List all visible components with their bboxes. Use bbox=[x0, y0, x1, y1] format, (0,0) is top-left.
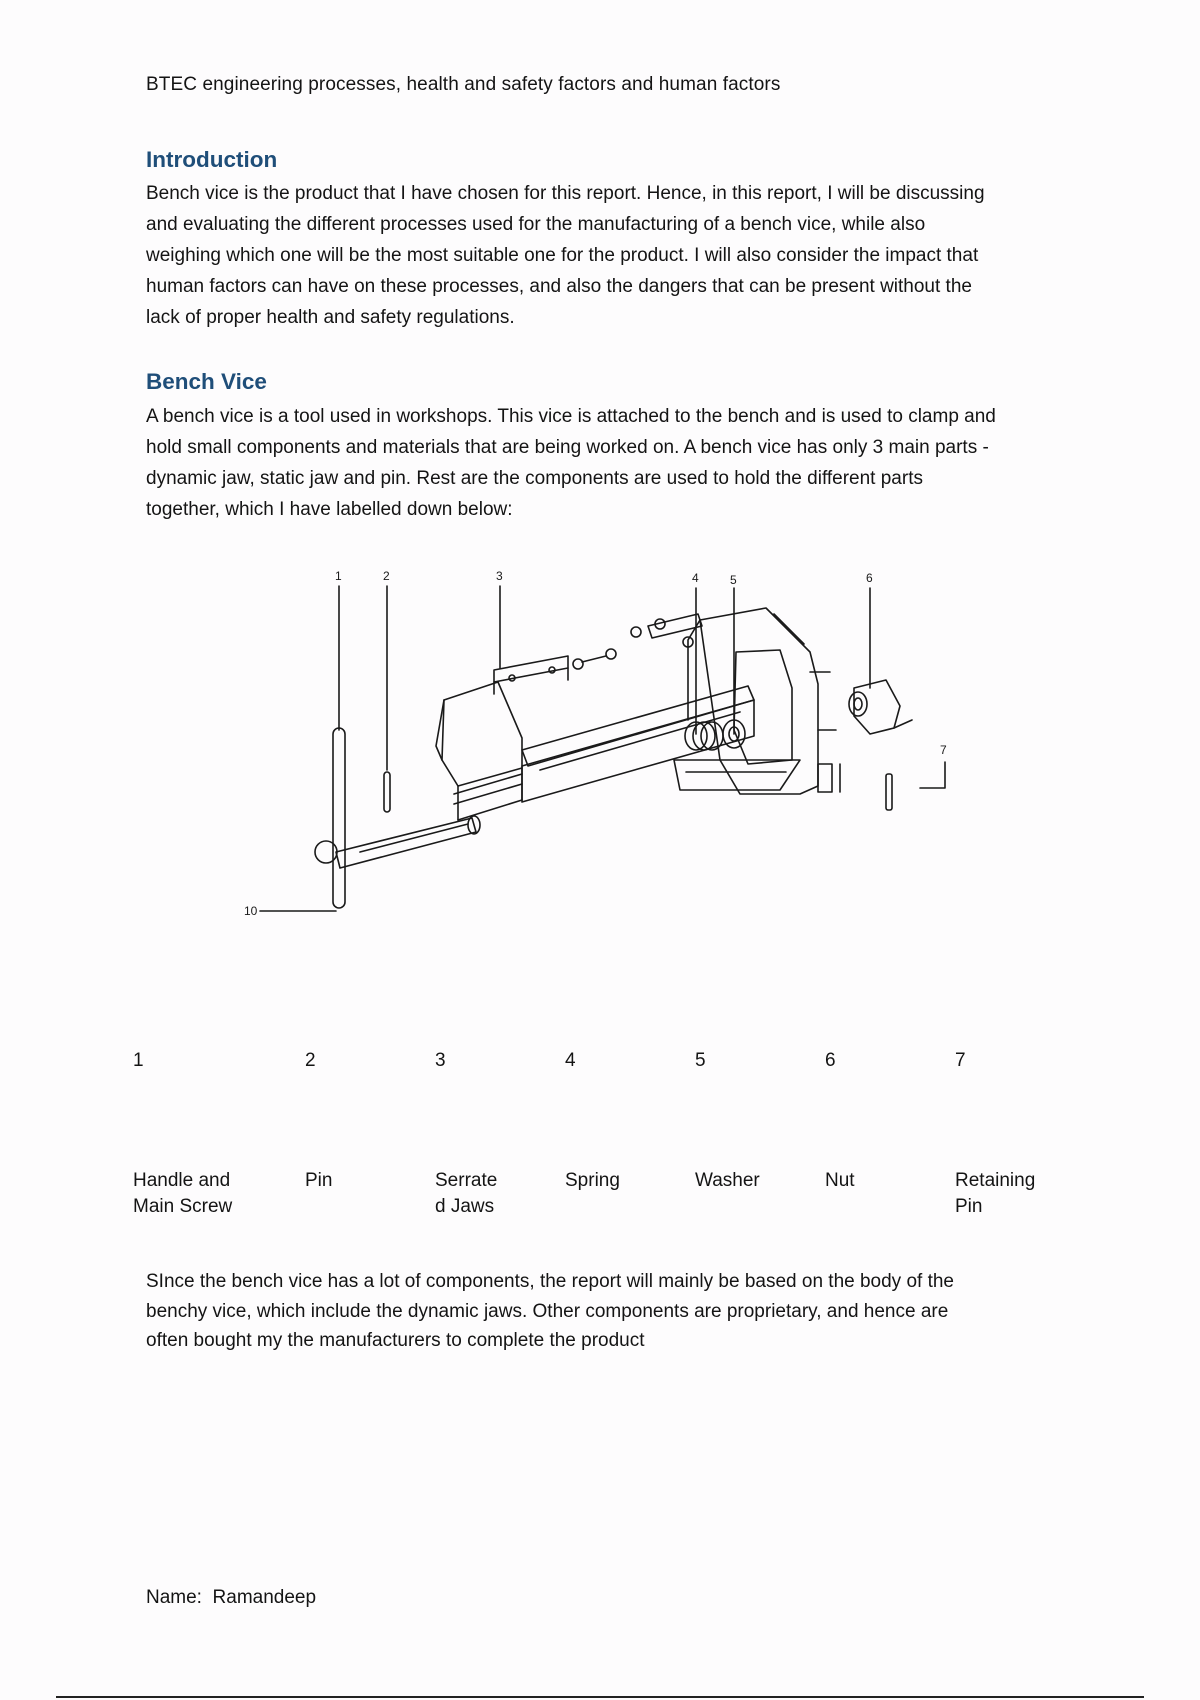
paragraph-line: hold small components and materials that are being worked on. A bench vice has only 3 main parts - bbox=[146, 437, 989, 458]
callout-2: 2 bbox=[383, 569, 390, 583]
static-jaw-body bbox=[674, 608, 840, 794]
name-label: Name: bbox=[146, 1587, 202, 1608]
author-name-line bbox=[146, 1587, 316, 1609]
part-number: 7 bbox=[955, 1050, 966, 1071]
dynamic-jaw-body bbox=[436, 682, 522, 820]
callout-10: 10 bbox=[244, 904, 258, 918]
serrated-jaw-plate bbox=[494, 649, 616, 694]
part-number: 4 bbox=[565, 1050, 576, 1071]
part-column bbox=[305, 1040, 425, 1230]
callout-4: 4 bbox=[692, 571, 699, 585]
part-number: 6 bbox=[825, 1050, 836, 1071]
retaining-pin-part bbox=[886, 774, 892, 810]
introduction-paragraph bbox=[146, 178, 1066, 333]
part-number: 2 bbox=[305, 1050, 316, 1071]
paragraph-line: benchy vice, which include the dynamic jaws. Other components are proprietary, and hence are bbox=[146, 1300, 949, 1322]
bench-vice-diagram bbox=[240, 560, 960, 930]
paragraph-line: human factors can have on these processes, and also the dangers that can be present without the bbox=[146, 276, 972, 297]
bench-vice-heading: Bench Vice bbox=[146, 369, 267, 394]
callout-1: 1 bbox=[335, 569, 342, 583]
parts-table bbox=[133, 1040, 1093, 1230]
part-column bbox=[955, 1040, 1075, 1230]
paragraph-line: Bench vice is the product that I have chosen for this report. Hence, in this report, I will be discussing bbox=[146, 183, 985, 204]
paragraph-line: SInce the bench vice has a lot of components, the report will mainly be based on the body of the bbox=[146, 1271, 954, 1292]
callout-leader-7 bbox=[920, 762, 945, 788]
part-number: 1 bbox=[133, 1050, 144, 1071]
part-name: Pin bbox=[305, 1170, 333, 1191]
part-name: Handle and Main Screw bbox=[133, 1170, 233, 1217]
conclusion-paragraph bbox=[146, 1267, 1066, 1356]
footer-divider bbox=[56, 1696, 1144, 1698]
part-column bbox=[825, 1040, 945, 1230]
name-value: Ramandeep bbox=[212, 1587, 317, 1608]
paragraph-line: weighing which one will be the most suitable one for the product. I will also consider the impact that bbox=[146, 245, 979, 266]
document-header: BTEC engineering processes, health and safety factors and human factors bbox=[146, 74, 781, 95]
part-number: 3 bbox=[435, 1050, 446, 1071]
part-column bbox=[133, 1040, 253, 1230]
slide-bar bbox=[522, 686, 754, 802]
part-name: Washer bbox=[695, 1170, 760, 1191]
pin-part bbox=[384, 772, 390, 812]
paragraph-line: and evaluating the different processes used for the manufacturing of a bench vice, while also bbox=[146, 214, 926, 235]
paragraph-line: A bench vice is a tool used in workshops. This vice is attached to the bench and is used to clamp and bbox=[146, 406, 996, 427]
handle-bar bbox=[315, 728, 345, 908]
main-screw bbox=[336, 816, 480, 868]
part-name: Nut bbox=[825, 1170, 855, 1191]
paragraph-line: often bought my the manufacturers to complete the product bbox=[146, 1330, 645, 1351]
nut-part bbox=[849, 680, 912, 734]
paragraph-line: dynamic jaw, static jaw and pin. Rest are the components are used to hold the different parts bbox=[146, 468, 923, 489]
introduction-heading: Introduction bbox=[146, 147, 278, 172]
part-name: Retaining Pin bbox=[955, 1170, 1036, 1217]
part-name: Serrate d Jaws bbox=[435, 1170, 498, 1217]
part-column bbox=[435, 1040, 555, 1230]
static-jaw-plate bbox=[631, 614, 702, 647]
callout-7: 7 bbox=[940, 743, 947, 757]
callout-5: 5 bbox=[730, 573, 737, 587]
paragraph-line: together, which I have labelled down below: bbox=[146, 499, 513, 520]
part-column bbox=[695, 1040, 815, 1230]
part-name: Spring bbox=[565, 1170, 620, 1191]
callout-6: 6 bbox=[866, 571, 873, 585]
part-number: 5 bbox=[695, 1050, 706, 1071]
part-column bbox=[565, 1040, 685, 1230]
callout-3: 3 bbox=[496, 569, 503, 583]
paragraph-line: lack of proper health and safety regulations. bbox=[146, 307, 515, 328]
bench-vice-paragraph bbox=[146, 401, 1066, 525]
